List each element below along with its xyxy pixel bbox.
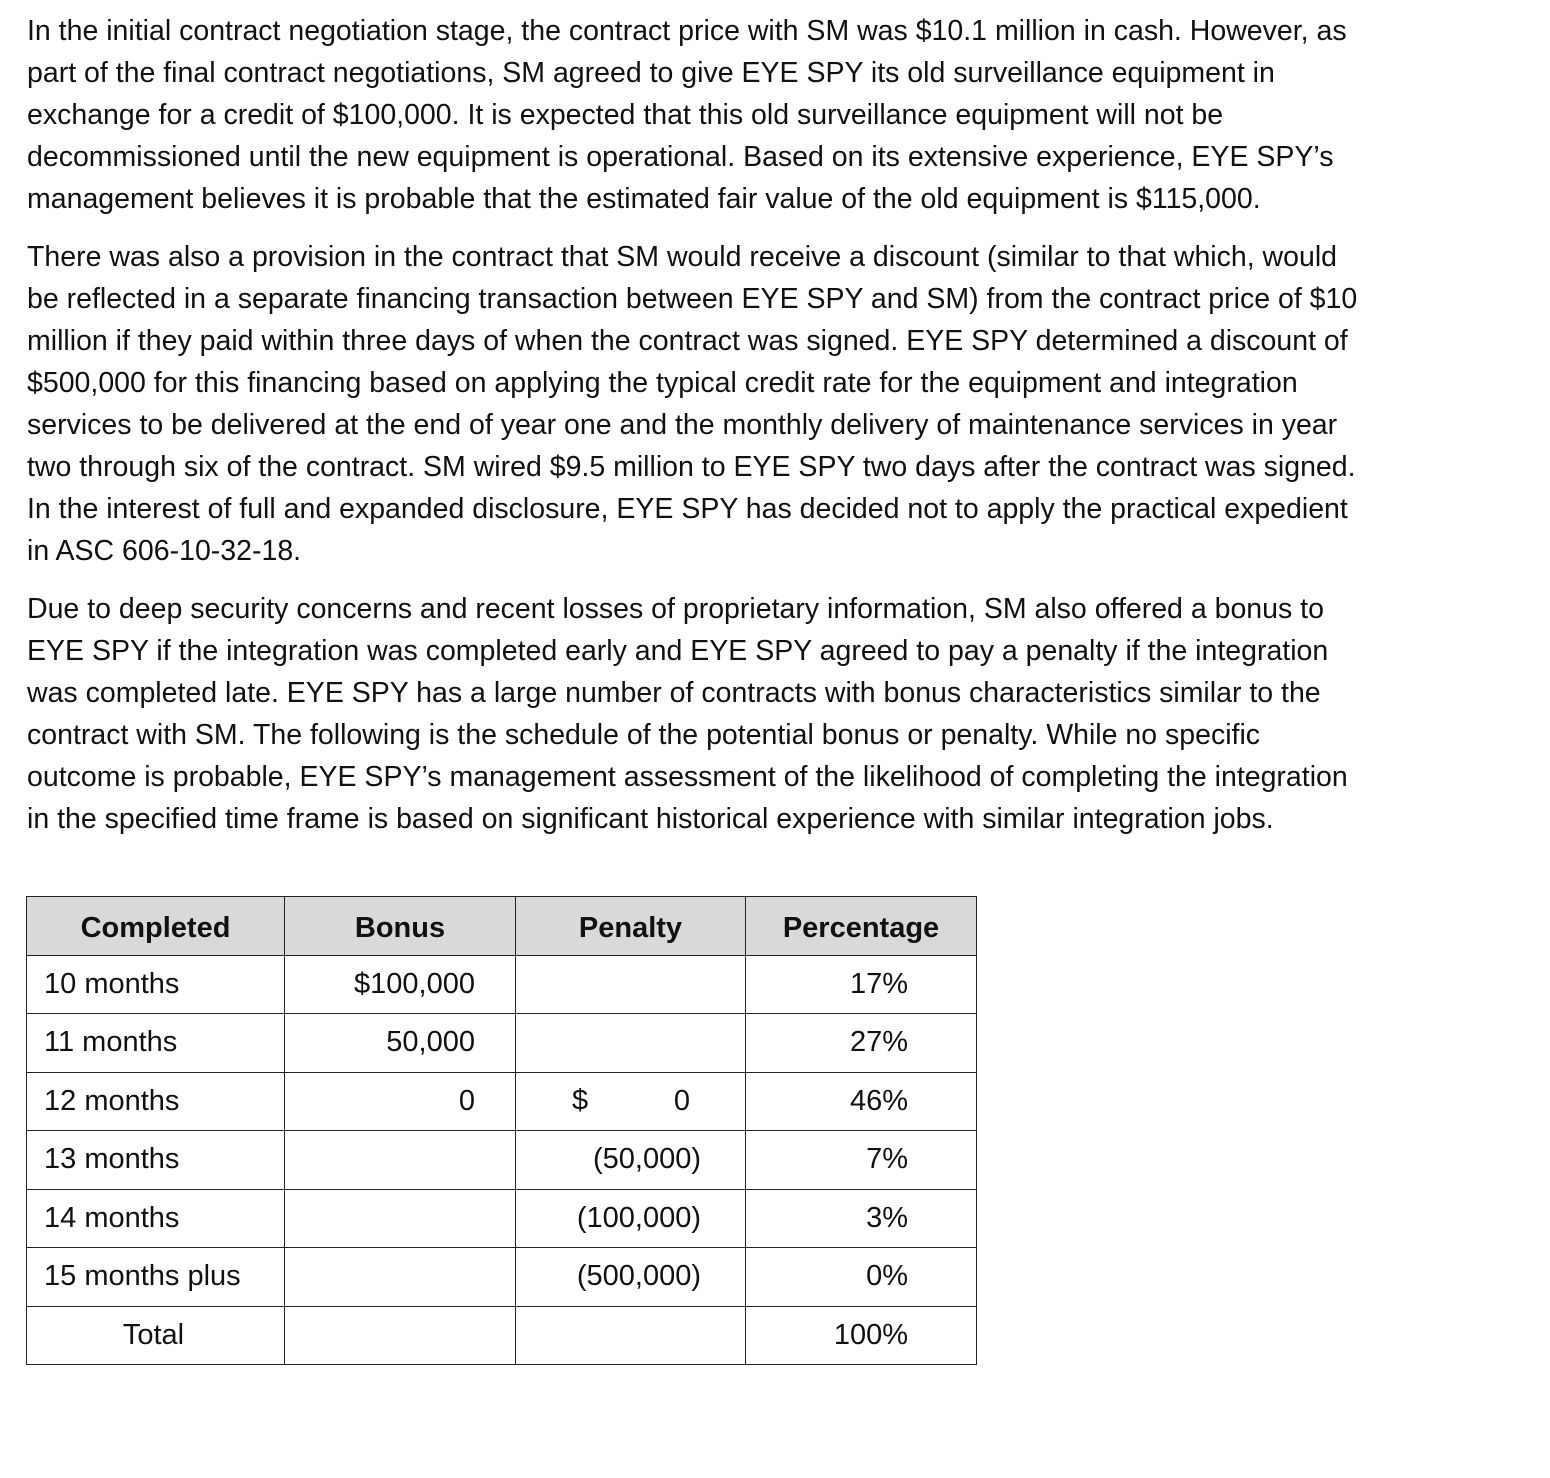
cell-bonus: 0 [285, 1072, 516, 1131]
table-total-row [27, 1306, 977, 1365]
text-line: be reflected in a separate financing transaction between EYE SPY and SM) from the contract price of $10 [27, 283, 1358, 315]
text-line: was completed late. EYE SPY has a large number of contracts with bonus characteristics similar to the [27, 677, 1321, 709]
text-line: management believes it is probable that the estimated fair value of the old equipment is $115,000. [27, 183, 1261, 215]
text-line: In the initial contract negotiation stage, the contract price with SM was $10.1 million in cash. However, as [27, 15, 1347, 47]
cell-bonus [285, 1248, 516, 1307]
cell-completed: 12 months [27, 1072, 285, 1131]
cell-penalty [516, 1072, 746, 1131]
cell-percentage: 46% [746, 1072, 977, 1131]
text-line: contract with SM. The following is the schedule of the potential bonus or penalty. While no specific [27, 719, 1261, 751]
cell-total-percentage: 100% [746, 1306, 977, 1365]
text-line: EYE SPY if the integration was completed early and EYE SPY agreed to pay a penalty if the integration [27, 635, 1329, 667]
cell-bonus: 50,000 [285, 1014, 516, 1073]
cell-penalty [516, 955, 746, 1014]
text-line: two through six of the contract. SM wired $9.5 million to EYE SPY two days after the contract was signed. [27, 451, 1356, 483]
table-row [27, 1014, 977, 1073]
cell-penalty-value: 0 [673, 1084, 690, 1117]
text-line: in ASC 606-10-32-18. [27, 535, 302, 567]
text-line: $500,000 for this financing based on applying the typical credit rate for the equipment and integration [27, 367, 1298, 399]
cell-completed: 10 months [27, 955, 285, 1014]
cell-penalty: (100,000) [516, 1189, 746, 1248]
cell-percentage: 17% [746, 955, 977, 1014]
column-header-bonus: Bonus [285, 897, 516, 956]
column-header-percentage: Percentage [746, 897, 977, 956]
cell-total-penalty [516, 1306, 746, 1365]
cell-penalty [516, 1014, 746, 1073]
cell-percentage: 27% [746, 1014, 977, 1073]
cell-percentage: 3% [746, 1189, 977, 1248]
table-header-row [27, 897, 977, 956]
column-header-completed: Completed [27, 897, 285, 956]
cell-percentage: 7% [746, 1131, 977, 1190]
cell-completed: 13 months [27, 1131, 285, 1190]
paragraph-bonus-penalty [27, 588, 1447, 840]
table-row [27, 1248, 977, 1307]
cell-completed: 11 months [27, 1014, 285, 1073]
table-row [27, 1072, 977, 1131]
paragraph-contract-price [27, 10, 1447, 220]
text-line: in the specified time frame is based on significant historical experience with similar integration jobs. [27, 803, 1274, 835]
text-line: In the interest of full and expanded disclosure, EYE SPY has decided not to apply the practical expedient [27, 493, 1348, 525]
table-row [27, 955, 977, 1014]
cell-bonus: $100,000 [285, 955, 516, 1014]
text-line: exchange for a credit of $100,000. It is expected that this old surveillance equipment will not be [27, 99, 1224, 131]
cell-completed: 15 months plus [27, 1248, 285, 1307]
text-line: part of the final contract negotiations, SM agreed to give EYE SPY its old surveillance equipment in [27, 57, 1275, 89]
text-line: million if they paid within three days of when the contract was signed. EYE SPY determined a discount of [27, 325, 1348, 357]
cell-bonus [285, 1189, 516, 1248]
bonus-penalty-schedule-table [26, 896, 977, 1365]
cell-percentage: 0% [746, 1248, 977, 1307]
cell-total-label: Total [27, 1306, 285, 1365]
paragraph-financing-discount [27, 236, 1447, 572]
text-line: outcome is probable, EYE SPY’s management assessment of the likelihood of completing the integration [27, 761, 1348, 793]
column-header-penalty: Penalty [516, 897, 746, 956]
table-row [27, 1131, 977, 1190]
cell-penalty: (50,000) [516, 1131, 746, 1190]
document-body [27, 10, 1447, 856]
cell-bonus [285, 1131, 516, 1190]
table-row [27, 1189, 977, 1248]
text-line: There was also a provision in the contract that SM would receive a discount (similar to that which, would [27, 241, 1338, 273]
text-line: decommissioned until the new equipment is operational. Based on its extensive experience, EYE SPY’s [27, 141, 1334, 173]
cell-completed: 14 months [27, 1189, 285, 1248]
text-line: services to be delivered at the end of year one and the monthly delivery of maintenance services in year [27, 409, 1338, 441]
cell-total-bonus [285, 1306, 516, 1365]
text-line: Due to deep security concerns and recent losses of proprietary information, SM also offered a bonus to [27, 593, 1324, 625]
cell-penalty: (500,000) [516, 1248, 746, 1307]
dollar-sign: $ [572, 1084, 589, 1117]
